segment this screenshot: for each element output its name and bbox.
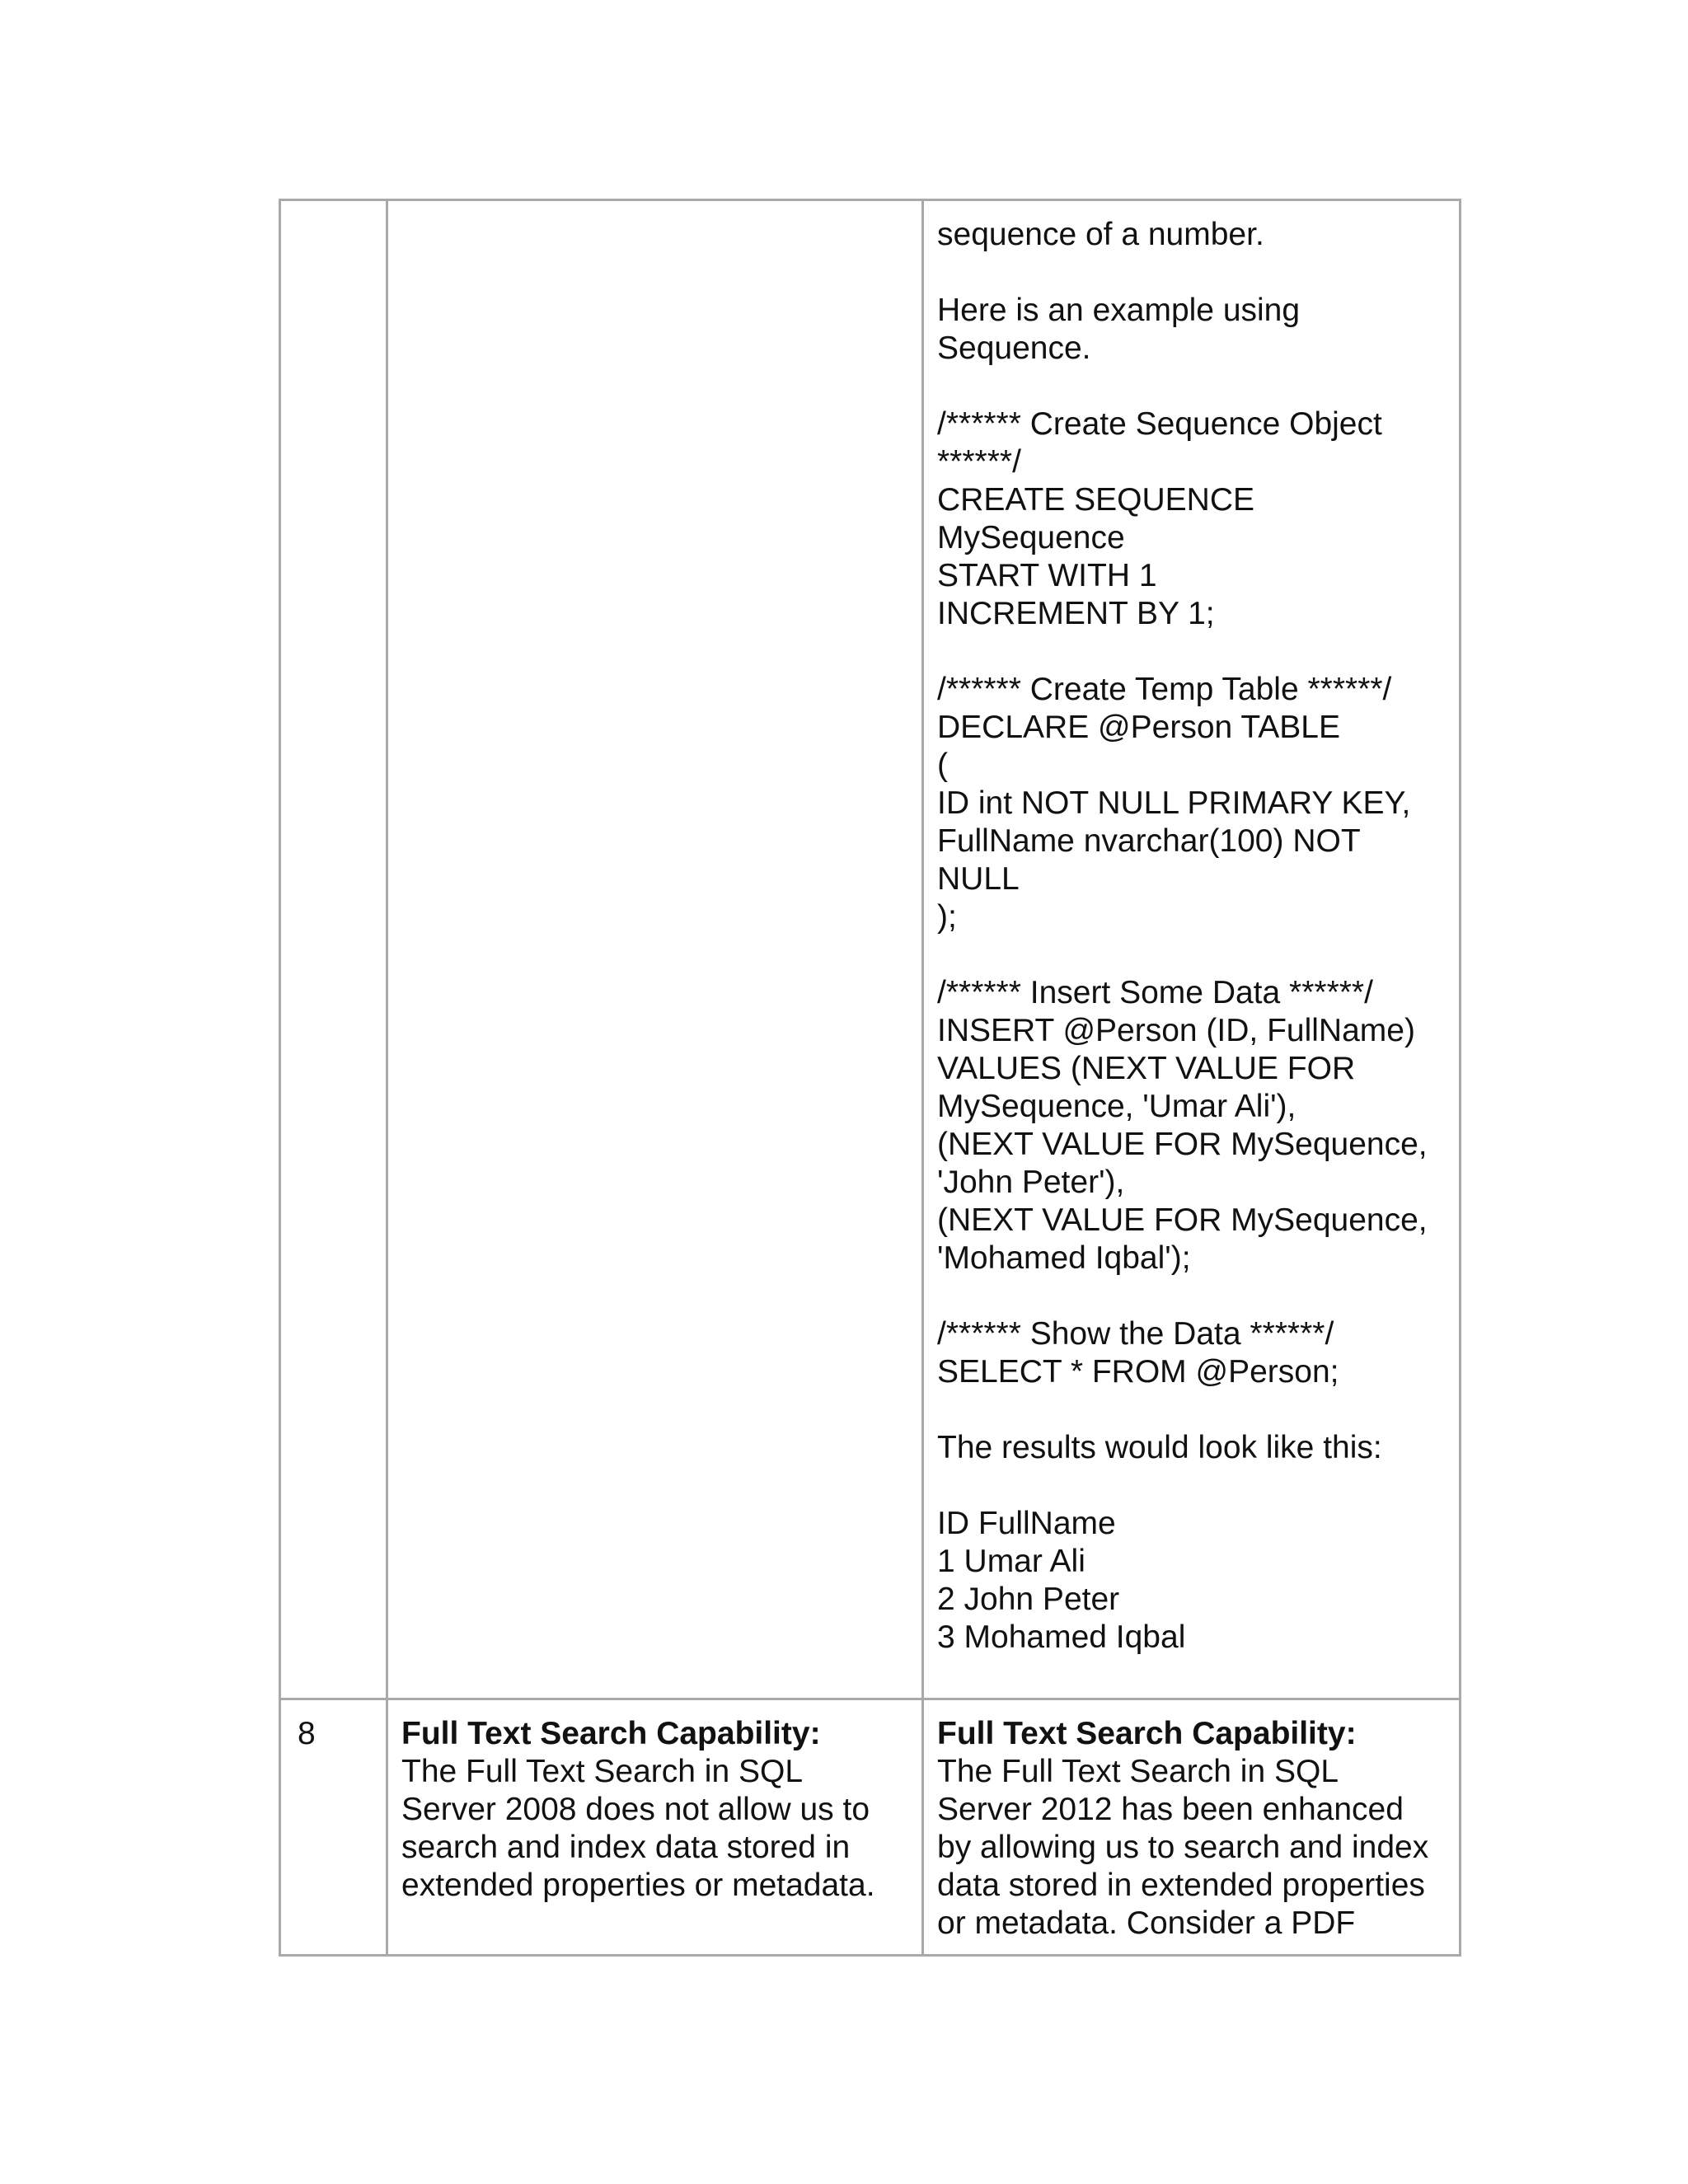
text-line: ID int NOT NULL PRIMARY KEY, — [937, 785, 1411, 821]
text-line: ( — [937, 748, 948, 783]
paragraph-gap — [937, 936, 1446, 974]
sql2008-cell — [387, 1699, 923, 1956]
text-line: 1 Umar Ali — [937, 1544, 1085, 1579]
row-number-cell — [280, 200, 387, 1699]
sql2008-cell — [387, 200, 923, 1699]
text-line: 'John Peter'), — [937, 1165, 1125, 1200]
text-line: The results would look like this: — [937, 1430, 1382, 1465]
text-line: NULL — [937, 861, 1020, 897]
text-line: DECLARE @Person TABLE — [937, 710, 1341, 745]
text-line: sequence of a number. — [937, 217, 1264, 252]
paragraph-gap — [937, 1277, 1446, 1315]
row-number-cell: 8 — [280, 1699, 387, 1956]
comparison-table — [279, 199, 1461, 1957]
text-line: /****** Insert Some Data ******/ — [937, 975, 1373, 1010]
text-line: or metadata. Consider a PDF — [937, 1905, 1356, 1941]
text-line: MySequence, 'Umar Ali'), — [937, 1089, 1296, 1124]
text-line: VALUES (NEXT VALUE FOR — [937, 1051, 1356, 1086]
text-line: INCREMENT BY 1; — [937, 596, 1215, 631]
table-row-continued — [280, 200, 1461, 1699]
paragraph-gap — [937, 1467, 1446, 1505]
table-row-8 — [280, 1699, 1461, 1956]
text-line: The Full Text Search in SQL — [401, 1754, 804, 1789]
text-line: /****** Show the Data ******/ — [937, 1316, 1334, 1352]
text-line: ); — [937, 899, 957, 935]
text-line: Sequence. — [937, 330, 1091, 366]
text-line: (NEXT VALUE FOR MySequence, — [937, 1202, 1428, 1238]
text-line: by allowing us to search and index — [937, 1830, 1429, 1865]
text-line: search and index data stored in — [401, 1830, 851, 1865]
text-line: 'Mohamed Iqbal'); — [937, 1240, 1191, 1276]
paragraph-gap — [937, 254, 1446, 292]
text-line: Server 2008 does not allow us to — [401, 1792, 870, 1827]
text-line: Here is an example using — [937, 293, 1301, 328]
text-line: START WITH 1 — [937, 558, 1157, 593]
text-line: extended properties or metadata. — [401, 1868, 875, 1903]
text-line: (NEXT VALUE FOR MySequence, — [937, 1127, 1428, 1162]
sql2012-cell — [923, 200, 1461, 1699]
paragraph-gap — [937, 1391, 1446, 1429]
text-line: data stored in extended properties — [937, 1868, 1425, 1903]
text-line: FullName nvarchar(100) NOT — [937, 823, 1361, 859]
text-line: /****** Create Sequence Object — [937, 406, 1382, 442]
text-line: ID FullName — [937, 1506, 1116, 1541]
text-line: /****** Create Temp Table ******/ — [937, 672, 1392, 707]
feature-heading: Full Text Search Capability: — [401, 1716, 821, 1751]
text-line: SELECT * FROM @Person; — [937, 1354, 1339, 1390]
text-line: The Full Text Search in SQL — [937, 1754, 1339, 1789]
paragraph-gap — [937, 368, 1446, 405]
paragraph-gap — [937, 633, 1446, 671]
sequence-example-text — [937, 216, 1446, 1657]
text-line: MySequence — [937, 520, 1125, 555]
feature-heading: Full Text Search Capability: — [937, 1716, 1357, 1751]
text-line: Server 2012 has been enhanced — [937, 1792, 1404, 1827]
sql2012-cell — [923, 1699, 1461, 1956]
text-line: ******/ — [937, 444, 1021, 480]
text-line: INSERT @Person (ID, FullName) — [937, 1013, 1415, 1048]
text-line: CREATE SEQUENCE — [937, 482, 1255, 518]
text-line: 3 Mohamed Iqbal — [937, 1619, 1186, 1655]
text-line: 2 John Peter — [937, 1582, 1120, 1617]
